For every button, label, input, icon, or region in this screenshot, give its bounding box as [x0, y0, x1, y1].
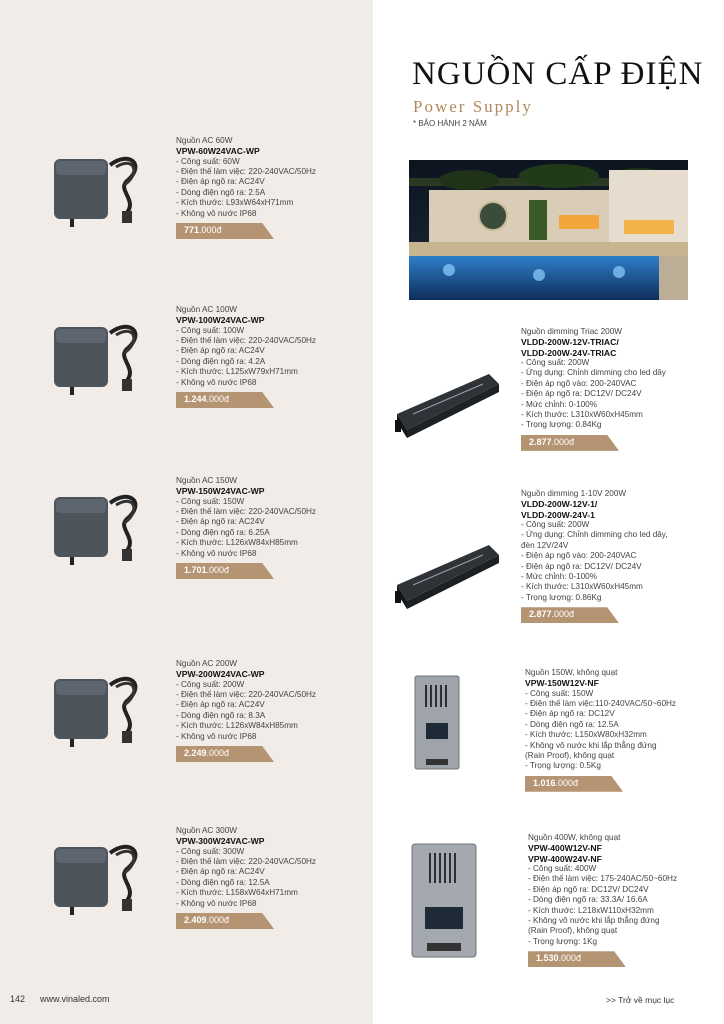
- spec-line: - Điện áp ngõ vào: 200-240VAC: [521, 378, 637, 388]
- spec-line: - Điện áp ngõ ra: AC24V: [176, 517, 265, 527]
- price-main: 771: [184, 224, 200, 235]
- spec-line: - Trọng lượng: 0.5Kg: [525, 761, 601, 771]
- product-model: VLDD-200W-24V-1: [521, 509, 595, 520]
- price-suffix: .000đ: [206, 393, 230, 404]
- price-main: 1.530: [536, 953, 559, 964]
- dimmer-driver-image: [393, 537, 503, 618]
- spec-line: - Dòng điện ngõ ra: 6.25A: [176, 527, 270, 537]
- product-name: Nguồn AC 200W: [176, 659, 237, 668]
- product-model: VPW-150W12V-NF: [525, 678, 599, 688]
- spec-line: - Điện thế làm việc: 220-240VAC/50Hz: [176, 166, 317, 176]
- spec-line: - Dòng điện ngõ ra: 2.5A: [176, 187, 266, 197]
- page-title: NGUỒN CẤP ĐIỆN: [412, 56, 704, 92]
- warranty-note: * BẢO HÀNH 2 NĂM: [413, 119, 487, 128]
- spec-line: - Điện áp ngõ ra: AC24V: [176, 177, 265, 187]
- product-model: VPW-60W24VAC-WP: [176, 146, 260, 156]
- price-suffix: .000đ: [206, 747, 230, 758]
- spec-line: - Điện áp ngõ ra: DC12V/ DC24V: [521, 561, 642, 571]
- spec-line: - Không vô nước khi lắp thẳng đứng: [528, 916, 660, 926]
- spec-line: - Kích thước: L126xW84xH85mm: [176, 538, 298, 548]
- price-tag: [176, 913, 274, 929]
- price-main: 1.016: [533, 777, 556, 788]
- product-model: VPW-400W24V-NF: [528, 853, 602, 864]
- product-model: VLDD-200W-12V-TRIAC/: [521, 337, 619, 347]
- transformer-image: [50, 483, 150, 573]
- price-tag: [176, 223, 274, 239]
- spec-line: - Điện thế làm việc: 220-240VAC/50Hz: [176, 335, 317, 345]
- price-suffix: .000đ: [206, 914, 230, 925]
- price-tag: [525, 776, 623, 792]
- product-card: [176, 305, 366, 408]
- spec-line: - Mức chỉnh: 0-100%: [521, 572, 598, 582]
- website-link[interactable]: www.vinaled.com: [40, 994, 110, 1004]
- rainproof-power-supply-image: [411, 843, 477, 963]
- spec-line: - Điện thế làm việc: 220-240VAC/50Hz: [176, 856, 317, 866]
- spec-line: - Công suất: 200W: [521, 520, 590, 529]
- spec-line: - Trọng lượng: 1Kg: [528, 936, 598, 946]
- spec-line: - Điện thế làm việc: 220-240VAC/50Hz: [176, 506, 317, 516]
- price-main: 1.244: [184, 393, 207, 404]
- product-name: Nguồn AC 60W: [176, 136, 233, 145]
- spec-line: - Dòng điện ngõ ra: 4.2A: [176, 356, 266, 366]
- spec-line: - Công suất: 200W: [176, 679, 245, 689]
- price-tag: [176, 392, 274, 408]
- spec-line: - Kích thước: L125xW79xH71mm: [176, 367, 298, 377]
- price-suffix: .000đ: [555, 777, 579, 788]
- spec-line: - Kích thước: L310xW60xH45mm: [521, 410, 643, 420]
- spec-line: - Không vô nước IP68: [176, 898, 257, 908]
- product-name: Nguồn dimming Triac 200W: [521, 327, 623, 336]
- product-card: [176, 476, 366, 579]
- price-suffix: .000đ: [206, 564, 230, 575]
- transformer-image: [50, 145, 150, 235]
- spec-line: - Điện áp ngõ ra: DC12V/ DC24V: [521, 389, 642, 399]
- spec-line: - Kích thước: L310xW60xH45mm: [521, 582, 643, 592]
- spec-line: - Công suất: 60W: [176, 156, 240, 166]
- product-model: VLDD-200W-24V-TRIAC: [521, 347, 617, 358]
- price-tag: [176, 746, 274, 762]
- product-name: Nguồn AC 150W: [176, 476, 237, 485]
- price-tag: [521, 607, 619, 623]
- spec-line: - Công suất: 100W: [176, 325, 245, 335]
- pool-lighting-photo: [409, 160, 688, 300]
- price-suffix: .000đ: [199, 224, 222, 235]
- price-tag: [176, 563, 274, 579]
- spec-line: - Điện thế làm việc:110-240VAC/50~60Hz: [525, 698, 677, 708]
- spec-line: đèn 12V/24V: [521, 540, 569, 550]
- spec-line: - Điện thế làm việc: 220-240VAC/50Hz: [176, 689, 317, 699]
- product-model: VPW-200W24VAC-WP: [176, 669, 265, 679]
- spec-line: - Điện áp ngõ vào: 200-240VAC: [521, 551, 637, 561]
- spec-line: - Ứng dụng: Chỉnh dimming cho led dây: [521, 368, 666, 378]
- page-number: 142: [10, 994, 26, 1004]
- product-model: VPW-300W24VAC-WP: [176, 836, 265, 846]
- spec-line: - Điện áp ngõ ra: AC24V: [176, 346, 265, 356]
- transformer-image: [50, 313, 150, 403]
- spec-line: - Không vô nước IP68: [176, 548, 257, 558]
- price-tag: [528, 951, 626, 967]
- spec-line: - Mức chỉnh: 0-100%: [521, 399, 598, 409]
- product-card: [528, 833, 719, 967]
- product-name: Nguồn AC 300W: [176, 826, 237, 835]
- back-to-contents-link[interactable]: >> Trở về mục lục: [606, 995, 675, 1005]
- spec-line: - Điện áp ngõ ra: DC12V: [525, 709, 615, 719]
- product-card: [525, 668, 719, 792]
- product-card: [521, 489, 719, 623]
- spec-line: - Dòng điện ngõ ra: 12.5A: [525, 719, 619, 729]
- price-suffix: .000đ: [558, 953, 582, 964]
- spec-line: - Điện áp ngõ ra: AC24V: [176, 700, 265, 710]
- product-model: VPW-150W24VAC-WP: [176, 486, 265, 496]
- spec-line: - Công suất: 300W: [176, 846, 245, 856]
- transformer-image: [50, 833, 150, 923]
- product-card: [176, 659, 366, 762]
- product-card: [176, 136, 366, 239]
- product-name: Nguồn 400W, không quạt: [528, 833, 621, 842]
- rainproof-power-supply-image: [414, 675, 460, 775]
- product-model: VLDD-200W-12V-1/: [521, 499, 598, 509]
- spec-line: - Dòng điện ngõ ra: 33.3A/ 16.6A: [528, 895, 648, 905]
- product-name: Nguồn dimming 1-10V 200W: [521, 489, 627, 498]
- spec-line: - Kích thước: L218xW110xH32mm: [528, 905, 654, 915]
- spec-line: - Kích thước: L93xW64xH71mm: [176, 198, 294, 208]
- product-name: Nguồn 150W, không quạt: [525, 668, 618, 677]
- dimmer-driver-image: [393, 366, 503, 447]
- product-card: [176, 826, 366, 929]
- spec-line: - Điện áp ngõ ra: AC24V: [176, 867, 265, 877]
- spec-line: - Dòng điện ngõ ra: 8.3A: [176, 710, 266, 720]
- spec-line: - Không vô nước khi lắp thẳng đứng: [525, 740, 657, 750]
- spec-line: (Rain Proof), không quạt: [525, 750, 615, 760]
- product-name: Nguồn AC 100W: [176, 305, 237, 314]
- transformer-image: [50, 665, 150, 755]
- price-suffix: .000đ: [551, 609, 575, 620]
- spec-line: - Công suất: 150W: [525, 688, 594, 698]
- price-suffix: .000đ: [551, 436, 575, 447]
- spec-line: - Công suất: 200W: [521, 358, 590, 367]
- product-model: VPW-400W12V-NF: [528, 843, 602, 853]
- spec-line: - Ứng dụng: Chỉnh dimming cho led dây,: [521, 530, 668, 540]
- product-card: [521, 327, 719, 451]
- spec-line: (Rain Proof), không quạt: [528, 926, 618, 936]
- spec-line: - Không vô nước IP68: [176, 208, 257, 218]
- price-tag: [521, 435, 619, 451]
- spec-line: - Kích thước: L158xW64xH71mm: [176, 888, 298, 898]
- spec-line: - Trọng lượng: 0.84Kg: [521, 420, 602, 430]
- spec-line: - Điện thế làm việc: 175-240AC/50~60Hz: [528, 874, 678, 884]
- price-main: 2.409: [184, 914, 207, 925]
- product-model: VPW-100W24VAC-WP: [176, 315, 265, 325]
- spec-line: - Điện áp ngõ ra: DC12V/ DC24V: [528, 884, 649, 894]
- price-main: 2.877: [529, 436, 552, 447]
- price-main: 1.701: [184, 564, 207, 575]
- price-main: 2.877: [529, 609, 552, 620]
- spec-line: - Không vô nước IP68: [176, 377, 257, 387]
- spec-line: - Kích thước: L150xW80xH32mm: [525, 730, 647, 740]
- page-subtitle: Power Supply: [413, 97, 533, 116]
- spec-line: - Kích thước: L126xW84xH85mm: [176, 721, 298, 731]
- spec-line: - Trọng lượng: 0.86Kg: [521, 592, 602, 602]
- price-main: 2.249: [184, 747, 207, 758]
- spec-line: - Công suất: 400W: [528, 864, 597, 873]
- spec-line: - Dòng điện ngõ ra: 12.5A: [176, 877, 270, 887]
- spec-line: - Không vô nước IP68: [176, 731, 257, 741]
- spec-line: - Công suất: 150W: [176, 496, 245, 506]
